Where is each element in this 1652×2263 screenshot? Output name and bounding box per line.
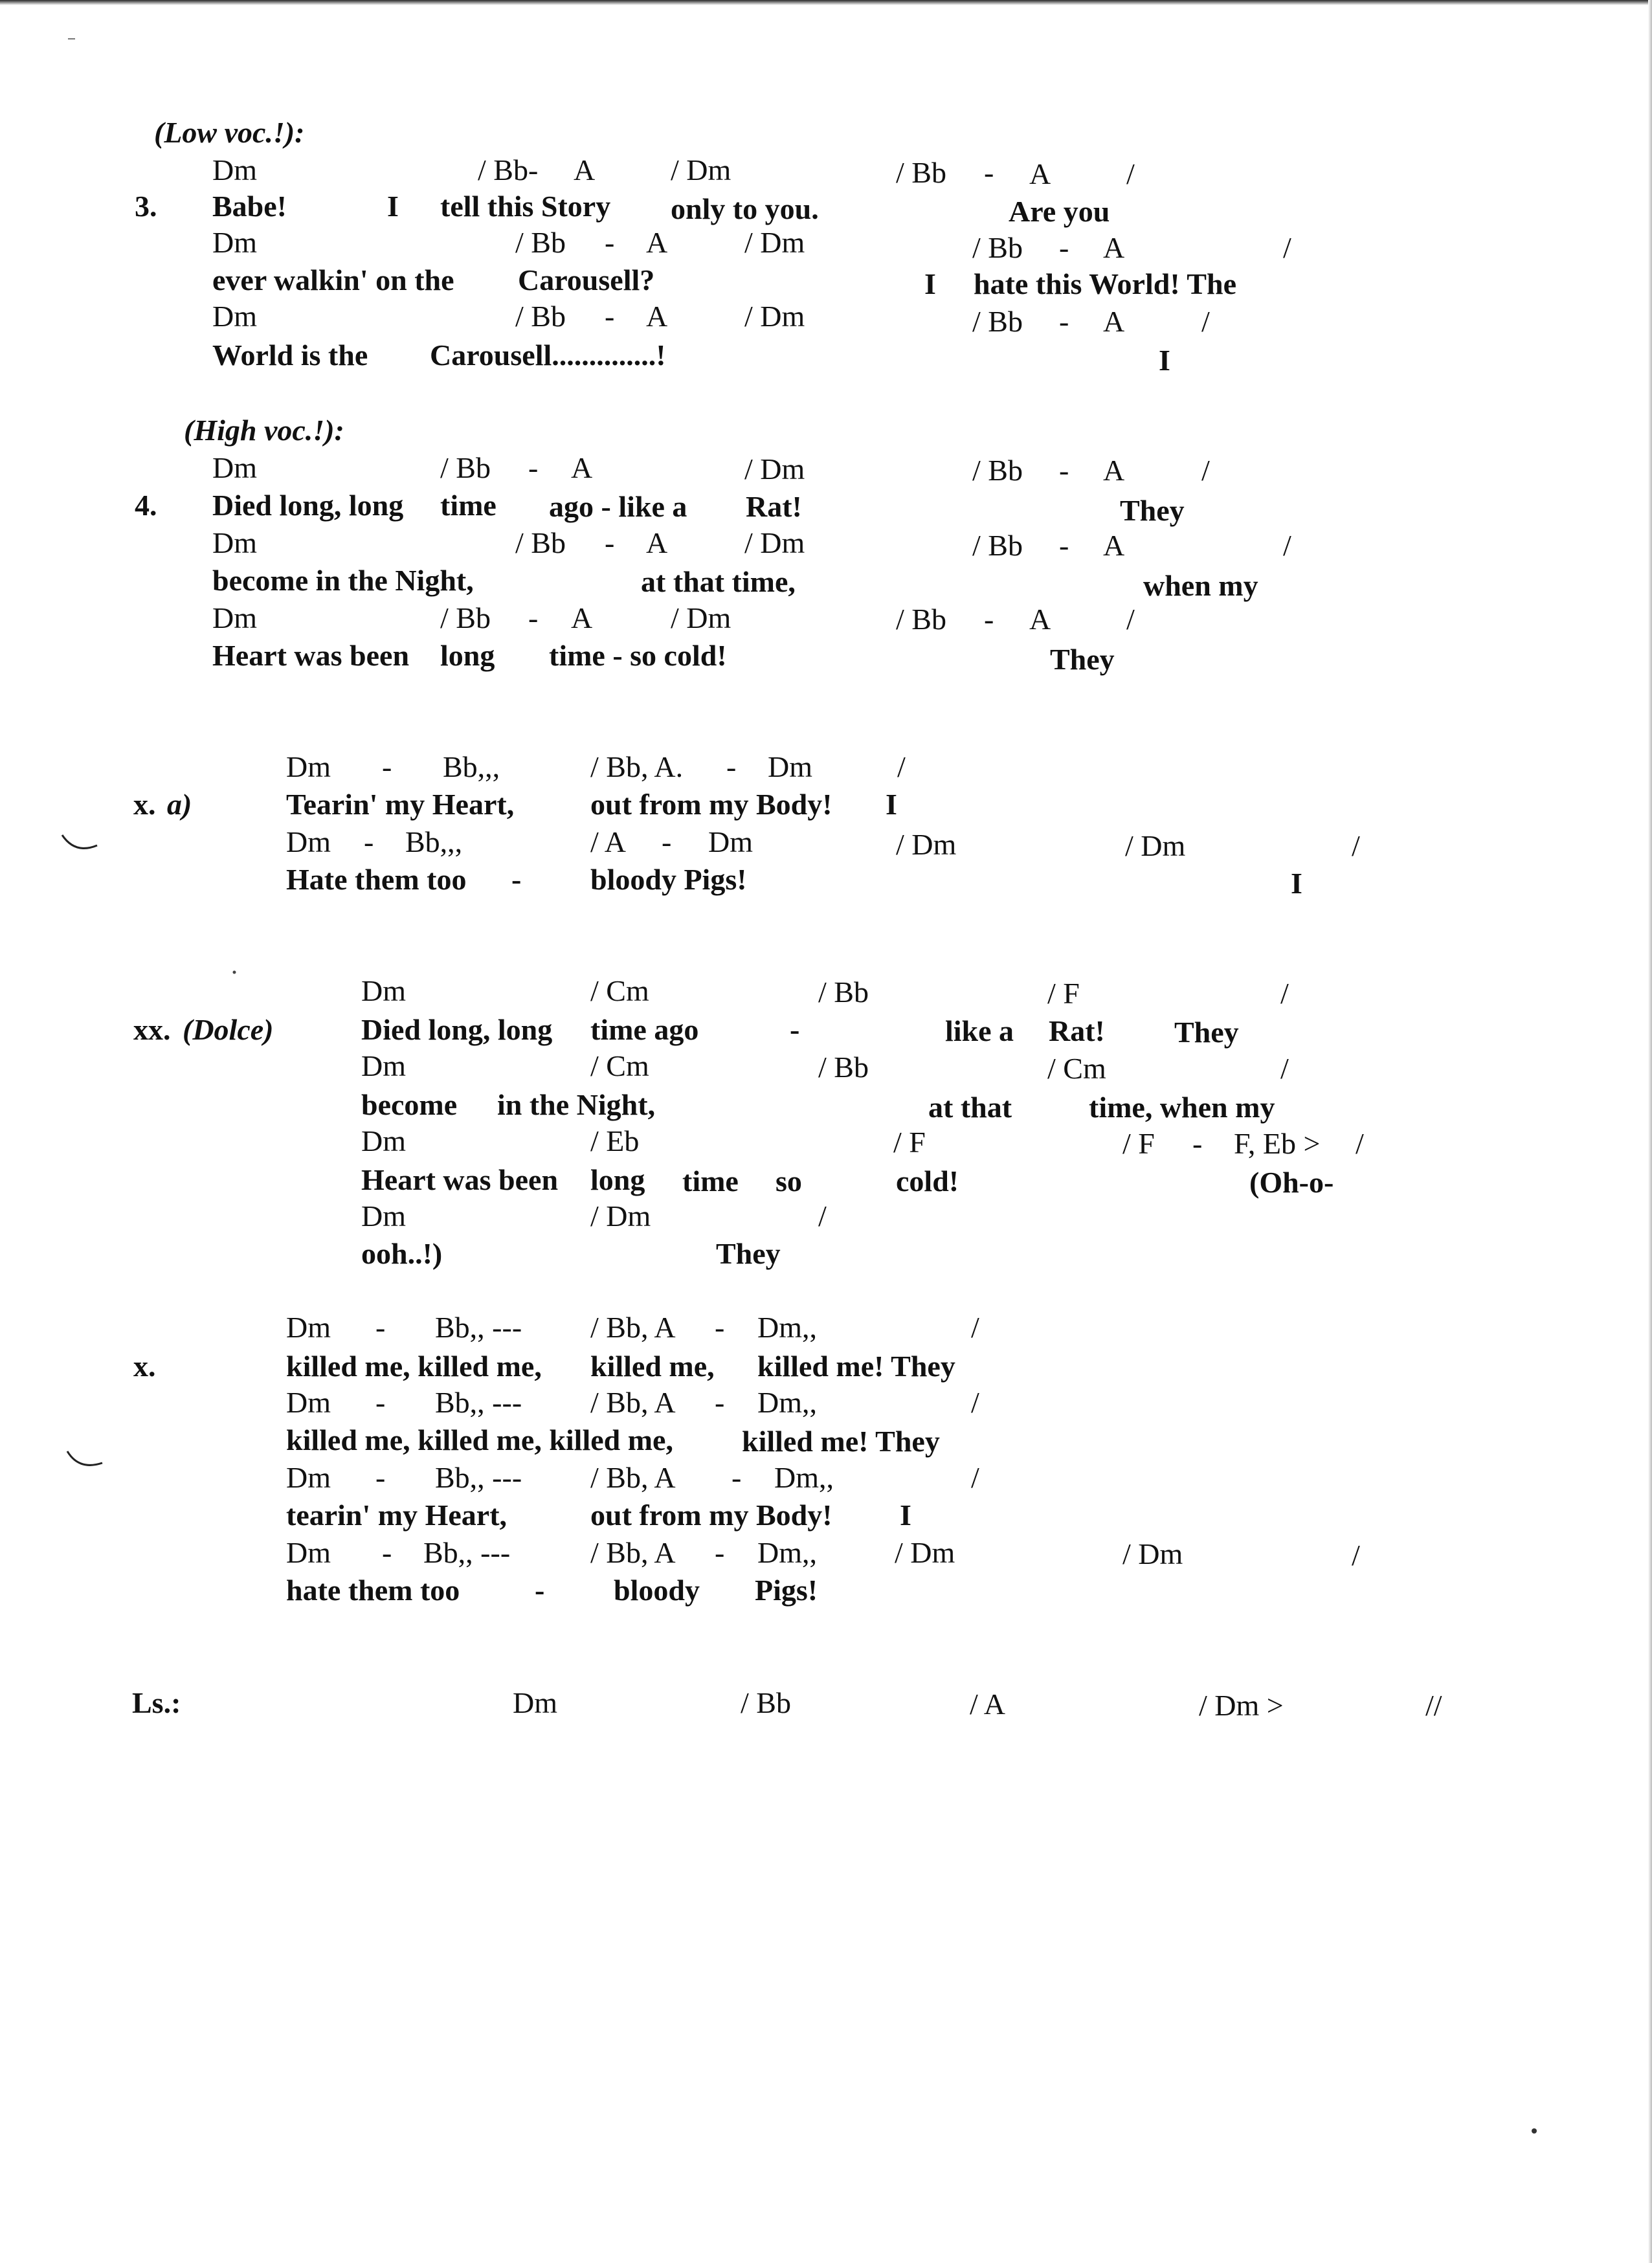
lyric: killed me, (590, 1350, 715, 1383)
lyric: bloody (614, 1574, 700, 1607)
chord-barline: / (1352, 1539, 1360, 1572)
section-label: (Low voc.!): (154, 116, 305, 149)
chord: A (1103, 305, 1125, 338)
lyric: Rat! (746, 490, 802, 523)
lyric: only to you. (671, 192, 819, 225)
chord: / Dm (744, 300, 805, 333)
chord-dash: - (375, 1386, 386, 1419)
lyric: World is the (212, 339, 368, 372)
chord: Dm (212, 300, 257, 333)
lyric: Hate them too (286, 863, 467, 896)
lyric: tearin' my Heart, (286, 1499, 508, 1532)
chord: / Bb (478, 153, 528, 186)
chord: / Bb (896, 156, 946, 189)
section-label: Ls.: (132, 1686, 181, 1719)
chord-dash: - (528, 451, 539, 484)
lyric: time (440, 489, 497, 522)
lyric: out from my Body! (590, 788, 832, 821)
chord: Dm (286, 1386, 331, 1419)
chord-dash: - (984, 603, 994, 636)
lyric: Heart was been (361, 1163, 559, 1196)
chord-barline: / (971, 1386, 979, 1419)
lyric: They (1174, 1016, 1239, 1049)
lyric: cold! (896, 1165, 959, 1198)
chord: / Dm (590, 1199, 651, 1232)
chord-dash: - (1059, 454, 1069, 487)
chord: Dm,, (774, 1461, 834, 1494)
chord-dash: - (715, 1386, 725, 1419)
chord: Dm (212, 526, 257, 559)
chord-dash: - (731, 1461, 742, 1494)
chord: Dm (361, 1199, 406, 1232)
chord: Dm (361, 1049, 406, 1082)
chord: A (646, 226, 668, 259)
lyric: tell this Story (440, 190, 611, 223)
chord-barline: / (1280, 977, 1289, 1010)
lyric: long (440, 639, 495, 672)
chord: Dm (513, 1686, 557, 1719)
lyric: so (776, 1165, 802, 1198)
chord: A (574, 153, 596, 186)
chord-dash: - (726, 750, 737, 783)
chord: Dm (768, 750, 812, 783)
chord: Bb,,, (443, 750, 500, 783)
lyric: I (924, 267, 936, 300)
lyric: I (387, 190, 399, 223)
chord: / Bb (741, 1686, 791, 1719)
scan-speck (232, 970, 237, 975)
lyric: bloody Pigs! (590, 863, 747, 896)
lyric: I (1291, 867, 1302, 900)
chord: A (571, 451, 593, 484)
lyric: Pigs! (755, 1574, 818, 1607)
chord-barline: / (1201, 454, 1210, 487)
section-label: (High voc.!): (184, 414, 344, 447)
chord: / Bb (440, 451, 491, 484)
chord: / A (590, 825, 626, 858)
lyric: out from my Body! (590, 1499, 832, 1532)
lyric: I (886, 788, 897, 821)
verse-number: 3. (135, 190, 157, 223)
lyric: - (535, 1574, 545, 1607)
chord: / Bb (515, 226, 566, 259)
chord: / Dm (896, 828, 957, 861)
lyric: (Oh-o- (1249, 1166, 1334, 1199)
lyric: I (900, 1499, 911, 1532)
chord: / Bb (818, 975, 869, 1009)
chord: A (646, 300, 668, 333)
chord: Bb,, --- (435, 1461, 522, 1494)
lyric: time - so cold! (549, 639, 727, 672)
chord-barline: / (1126, 603, 1135, 636)
chord: / Bb (818, 1051, 869, 1084)
chord: Dm (286, 750, 331, 783)
lyric: Rat! (1049, 1014, 1105, 1047)
chord: Dm (212, 601, 257, 634)
lyric: in the Night, (497, 1088, 656, 1121)
chord: / Bb (440, 601, 491, 634)
chord-dash: - (375, 1461, 386, 1494)
lyric: Carousell..............! (430, 339, 666, 372)
chord-dash: - (715, 1536, 725, 1569)
chord: / Bb (972, 529, 1023, 562)
chord-dash: - (605, 226, 615, 259)
chord: Dm (708, 825, 753, 858)
lyric: ever walkin' on the (212, 263, 454, 296)
chord-dash: - (1059, 529, 1069, 562)
chord: A (1103, 231, 1125, 264)
lyric: Died long, long (361, 1013, 553, 1046)
chord-dash: - (662, 825, 672, 858)
chord: / Bb, A (590, 1386, 676, 1419)
chord-barline: / (971, 1311, 979, 1344)
chord: / Dm (744, 526, 805, 559)
chord: / Cm (590, 974, 649, 1007)
chord: Dm,, (757, 1311, 817, 1344)
lyric: when my (1143, 569, 1258, 602)
chord: Bb,, --- (423, 1536, 511, 1569)
chord: / Dm (1125, 829, 1186, 862)
lyric: I (1159, 344, 1170, 377)
chord-dash: - (605, 526, 615, 559)
chord: / Dm (895, 1536, 955, 1569)
chord: / Dm > (1199, 1689, 1284, 1722)
lyric: like a (945, 1014, 1014, 1047)
section-number: xx. (133, 1013, 171, 1046)
lyric: hate this World! The (974, 267, 1236, 300)
chord: Dm,, (757, 1536, 817, 1569)
lyric: They (716, 1237, 781, 1270)
chord: A (1029, 603, 1051, 636)
chord: Dm (286, 1311, 331, 1344)
chord: A (1029, 157, 1051, 190)
chord: / Bb, A (590, 1536, 676, 1569)
chord: / Cm (590, 1049, 649, 1082)
scan-speck (1530, 2127, 1538, 2135)
chord-barline: / (1280, 1052, 1289, 1085)
lyric: - (511, 863, 522, 896)
chord: Dm (212, 226, 257, 259)
chord: F, Eb > (1234, 1127, 1321, 1160)
chord-barline: / (897, 750, 906, 783)
lyric: killed me! They (757, 1350, 955, 1383)
chord-barline: / (1352, 829, 1360, 862)
chord: A (571, 601, 593, 634)
chord: / Eb (590, 1124, 640, 1157)
chord: Bb,,, (405, 825, 463, 858)
section-label: (Dolce) (183, 1013, 274, 1046)
chord-dash: - (528, 601, 539, 634)
scan-top-edge (0, 0, 1652, 5)
chord: A (1103, 454, 1125, 487)
lyric: time, when my (1089, 1091, 1275, 1124)
chord-dash: - (382, 1536, 392, 1569)
chord-barline: / (1283, 529, 1291, 562)
chord: / Bb (896, 603, 946, 636)
chord: Dm (286, 1461, 331, 1494)
chord-barline: / (1126, 157, 1135, 190)
chord-barline: / (1283, 231, 1291, 264)
chord-dash: - (1192, 1127, 1203, 1160)
lyric: ago - like a (549, 490, 687, 523)
chord: / F (1047, 977, 1080, 1010)
chord: / Cm (1047, 1052, 1106, 1085)
lyric: Babe! (212, 190, 287, 223)
lyric: killed me! They (742, 1425, 940, 1458)
chord-barline: / (818, 1199, 827, 1232)
chord: / Bb, A (590, 1461, 676, 1494)
section-number: x. (133, 1350, 156, 1383)
lyric: Carousell? (518, 263, 655, 296)
chord: / Bb (972, 305, 1023, 338)
chord-dash: - (605, 300, 615, 333)
lyric: time ago (590, 1013, 699, 1046)
chord: / Dm (671, 601, 731, 634)
lyric: hate them too (286, 1574, 460, 1607)
chord: Dm (361, 1124, 406, 1157)
lyric: killed me, killed me, killed me, (286, 1423, 673, 1456)
lyric: time (682, 1165, 739, 1198)
chord-dash: - (1059, 305, 1069, 338)
lyric: killed me, killed me, (286, 1350, 542, 1383)
chord: Bb,, --- (435, 1311, 522, 1344)
lyric: They (1050, 643, 1115, 676)
chord: / Dm (671, 153, 731, 186)
chord: / Bb (515, 300, 566, 333)
chord: Bb,, --- (435, 1386, 522, 1419)
lyric: Are you (1009, 195, 1110, 228)
lyric: at that (928, 1091, 1012, 1124)
chord: / Dm (744, 452, 805, 485)
scan-speck (67, 36, 76, 41)
lyric: become (361, 1088, 458, 1121)
lyric: become in the Night, (212, 564, 474, 597)
chord: Dm,, (757, 1386, 817, 1419)
chord-dash: - (984, 156, 994, 189)
chord: / Bb (972, 231, 1023, 264)
chord-barline: / (971, 1461, 979, 1494)
chord: / Bb (972, 454, 1023, 487)
chord: / F (1122, 1127, 1155, 1160)
chord: / Bb, A. (590, 750, 684, 783)
lyric: Heart was been (212, 639, 410, 672)
lyric: ooh..!) (361, 1237, 443, 1270)
chord-dash: - (382, 750, 392, 783)
chord-barline: / (1201, 305, 1210, 338)
chord: / F (893, 1126, 926, 1159)
lyric: Tearin' my Heart, (286, 788, 515, 821)
scan-right-edge (1648, 0, 1652, 2263)
chord-barline: / (1356, 1127, 1364, 1160)
chord: A (646, 526, 668, 559)
chord-dash: - (1059, 231, 1069, 264)
verse-number: 4. (135, 489, 157, 522)
lyric: Died long, long (212, 489, 404, 522)
chord: / Dm (744, 226, 805, 259)
chord: / Dm (1122, 1537, 1183, 1570)
chord-dash: - (375, 1311, 386, 1344)
lyric: long (590, 1163, 645, 1196)
section-number: x. (133, 788, 156, 821)
chord: A (1103, 529, 1125, 562)
chord: / Bb, A (590, 1311, 676, 1344)
chord-dash: - (715, 1311, 725, 1344)
chord: / Bb (515, 526, 566, 559)
chord: Dm (361, 974, 406, 1007)
lyric: - (790, 1013, 800, 1046)
breath-mark-icon (60, 831, 101, 854)
chord-dash: - (364, 825, 374, 858)
chord: Dm (212, 451, 257, 484)
breath-mark-icon (65, 1449, 106, 1472)
chord: / A (970, 1688, 1005, 1721)
lyric: at that time, (641, 565, 796, 598)
chord: Dm (286, 825, 331, 858)
lyric: They (1120, 494, 1185, 527)
chord: Dm (286, 1536, 331, 1569)
chord-dash: - (528, 153, 539, 186)
section-label: a) (167, 788, 192, 821)
chord: Dm (212, 153, 257, 186)
final-barline: // (1425, 1689, 1442, 1722)
